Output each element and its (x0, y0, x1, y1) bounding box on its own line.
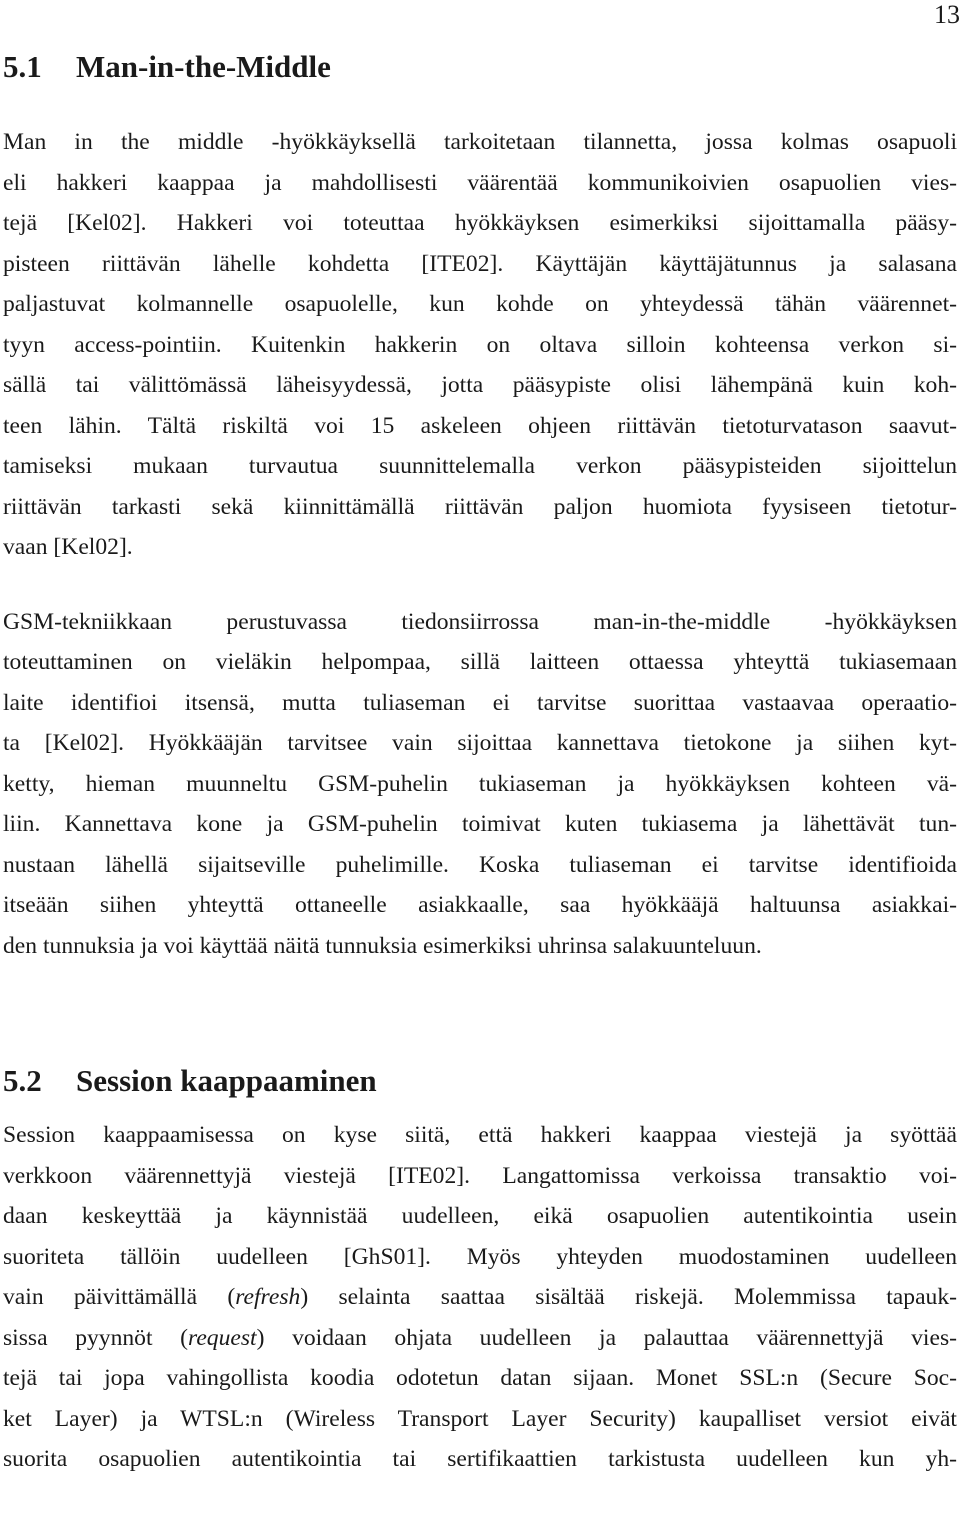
section-number: 5.1 (3, 49, 42, 84)
text-line: tamiseksi mukaan turvautua suunnittelemalla verkon pääsypisteiden sijoittelun (3, 453, 957, 479)
text-line: vaan [Kel02]. (3, 534, 133, 560)
paragraph-mitm-1 (3, 122, 957, 568)
text-line: suorita osapuolien autentikointia tai sertifikaattien tarkistusta uudelleen kun yh- (3, 1446, 957, 1472)
text-run: ) voidaan ohjata uudelleen ja palauttaa väärennettyjä vies- (256, 1324, 957, 1351)
page-number: 13 (934, 0, 960, 29)
emphasis-term: refresh (235, 1284, 301, 1310)
text-line: toteuttaminen on vieläkin helpompaa, sillä laitteen ottaessa yhteyttä tukiasemaan (3, 649, 957, 675)
text-line (3, 1277, 957, 1318)
section-number: 5.2 (3, 1063, 42, 1098)
section-heading-5-2 (3, 1058, 957, 1104)
section-title: Session kaappaaminen (76, 1063, 377, 1098)
text-line: teen lähin. Tältä riskiltä voi 15 askeleen ohjeen riittävän tietoturvatason saavut- (3, 412, 957, 439)
text-line: ket Layer) ja WTSL:n (Wireless Transport Layer Security) kaupalliset versiot eivät (3, 1405, 957, 1432)
text-line: tyyn access-pointiin. Kuitenkin hakkerin on oltava silloin kohteensa verkon si- (3, 331, 957, 358)
text-line: suoriteta tällöin uudelleen [GhS01]. Myös yhteyden muodostaminen uudelleen (3, 1243, 957, 1270)
text-line (3, 1318, 957, 1359)
page-body (3, 40, 957, 1480)
text-line: paljastuvat kolmannelle osapuolelle, kun kohde on yhteydessä tähän väärennet- (3, 291, 957, 317)
text-line: pisteen riittävän lähelle kohdetta [ITE02]. Käyttäjän käyttäjätunnus ja salasana (3, 250, 957, 277)
section-title: Man-in-the-Middle (76, 49, 331, 84)
text-line: riittävän tarkasti sekä kiinnittämällä riittävän paljon huomiota fyysiseen tietotur- (3, 493, 957, 520)
text-line: laite identifioi itsensä, mutta tuliaseman ei tarvitse suorittaa vastaavaa operaatio- (3, 689, 957, 716)
text-line: Man in the middle -hyökkäyksellä tarkoitetaan tilannetta, jossa kolmas osapuoli (3, 129, 957, 155)
text-line: den tunnuksia ja voi käyttää näitä tunnuksia esimerkiksi uhrinsa salakuunteluun. (3, 932, 762, 959)
text-line: ketty, hieman muunneltu GSM-puhelin tukiaseman ja hyökkäyksen kohteen vä- (3, 770, 957, 797)
text-run: ) selainta saattaa sisältää riskejä. Molemmissa tapauk- (300, 1284, 957, 1310)
section-heading-5-1 (3, 44, 957, 90)
text-line: Session kaappaamisessa on kyse siitä, että hakkeri kaappaa viestejä ja syöttää (3, 1122, 957, 1148)
text-line: eli hakkeri kaappaa ja mahdollisesti väärentää kommunikoivien osapuolien vies- (3, 169, 957, 196)
text-line: tejä [Kel02]. Hakkeri voi toteuttaa hyökkäyksen esimerkiksi sijoittamalla pääsy- (3, 210, 957, 236)
text-line: liin. Kannettava kone ja GSM-puhelin toimivat kuten tukiasema ja lähettävät tun- (3, 811, 957, 837)
text-line: sällä tai välittömässä läheisyydessä, jotta pääsypiste olisi lähempänä kuin koh- (3, 372, 957, 398)
text-line: tejä tai jopa vahingollista koodia odotetun datan sijaan. Monet SSL:n (Secure Soc- (3, 1365, 957, 1391)
text-line: verkkoon väärennettyjä viestejä [ITE02]. Langattomissa verkoissa transaktio voi- (3, 1162, 957, 1189)
text-line: GSM-tekniikkaan perustuvassa tiedonsiirrossa man-in-the-middle -hyökkäyksen (3, 608, 957, 635)
text-line: daan keskeyttää ja käynnistää uudelleen, eikä osapuolien autentikointia usein (3, 1203, 957, 1229)
paragraph-mitm-2 (3, 602, 957, 967)
text-line: ta [Kel02]. Hyökkääjän tarvitsee vain sijoittaa kannettava tietokone ja siihen kyt- (3, 730, 957, 756)
emphasis-term: request (188, 1324, 257, 1351)
text-run: sissa pyynnöt ( (3, 1324, 189, 1351)
text-run: vain päivittämällä ( (3, 1284, 236, 1310)
text-line: itseään siihen yhteyttä ottaneelle asiakkaalle, saa hyökkääjä haltuunsa asiakkai- (3, 892, 957, 918)
paragraph-session (3, 1115, 957, 1480)
text-line: nustaan lähellä sijaitseville puhelimille. Koska tuliaseman ei tarvitse identifioida (3, 851, 957, 878)
